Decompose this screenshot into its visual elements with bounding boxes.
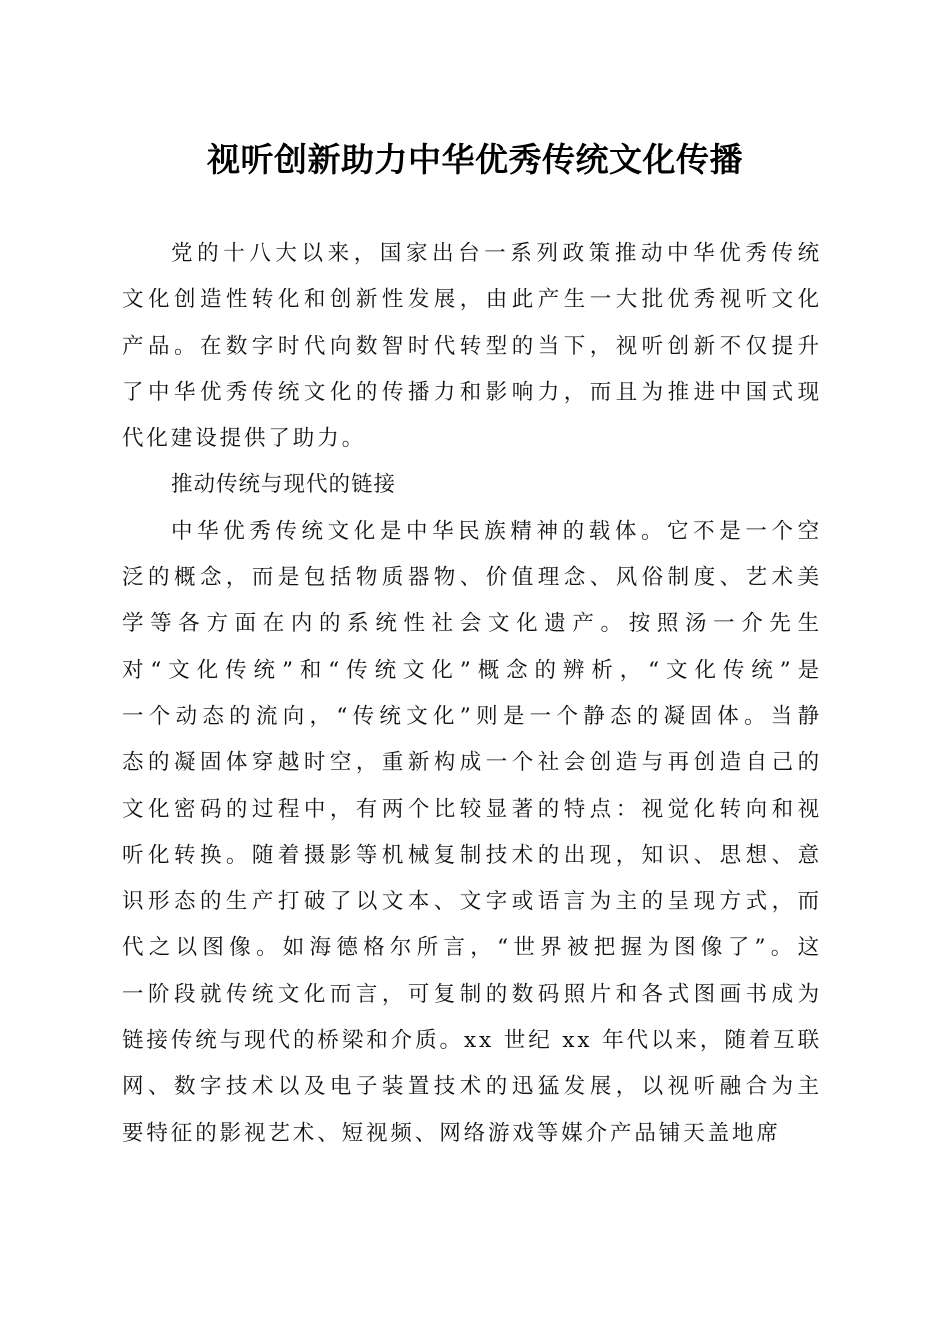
text-line: 了中华优秀传统文化的传播力和影响力，而且为推进中国式现 [122,379,822,405]
document-title: 视听创新助力中华优秀传统文化传播 [207,140,743,179]
section-paragraph [122,509,822,1157]
text-line: 产品。在数字时代向数智时代转型的当下，视听创新不仅提升 [122,333,822,359]
text-line: 听化转换。随着摄影等机械复制技术的出现，知识、思想、意 [122,842,822,868]
text-line: 代化建设提供了助力。 [122,426,367,452]
text-line: 态的凝固体穿越时空，重新构成一个社会创造与再创造自己的 [122,750,822,776]
text-line: 党的十八大以来，国家出台一系列政策推动中华优秀传统 [171,241,822,266]
text-line: 要特征的影视艺术、短视频、网络游戏等媒介产品铺天盖地席 [122,1120,781,1146]
text-line: 泛的概念，而是包括物质器物、价值理念、风俗制度、艺术美 [122,565,822,591]
intro-paragraph [122,231,822,462]
text-line: 文化创造性转化和创新性发展，由此产生一大批优秀视听文化 [122,287,822,313]
text-line: 一阶段就传统文化而言，可复制的数码照片和各式图画书成为 [122,981,822,1007]
text-line: 代之以图像。如海德格尔所言，“世界被把握为图像了”。这 [122,935,822,961]
text-line: 对“文化传统”和“传统文化”概念的辨析，“文化传统”是 [122,657,822,683]
text-line: 文化密码的过程中，有两个比较显著的特点：视觉化转向和视 [122,796,822,822]
text-line: 链接传统与现代的桥梁和介质。xx 世纪 xx 年代以来，随着互联 [122,1028,822,1054]
text-line: 识形态的生产打破了以文本、文字或语言为主的呈现方式，而 [122,889,822,915]
text-line: 中华优秀传统文化是中华民族精神的载体。它不是一个空 [171,518,822,544]
document-body [122,231,822,1157]
text-line: 学等各方面在内的系统性社会文化遗产。按照汤一介先生 [122,611,822,637]
text-line: 网、数字技术以及电子装置技术的迅猛发展，以视听融合为主 [122,1074,822,1100]
text-line: 一个动态的流向，“传统文化”则是一个静态的凝固体。当静 [122,703,822,729]
section-heading: 推动传统与现代的链接 [171,472,397,498]
